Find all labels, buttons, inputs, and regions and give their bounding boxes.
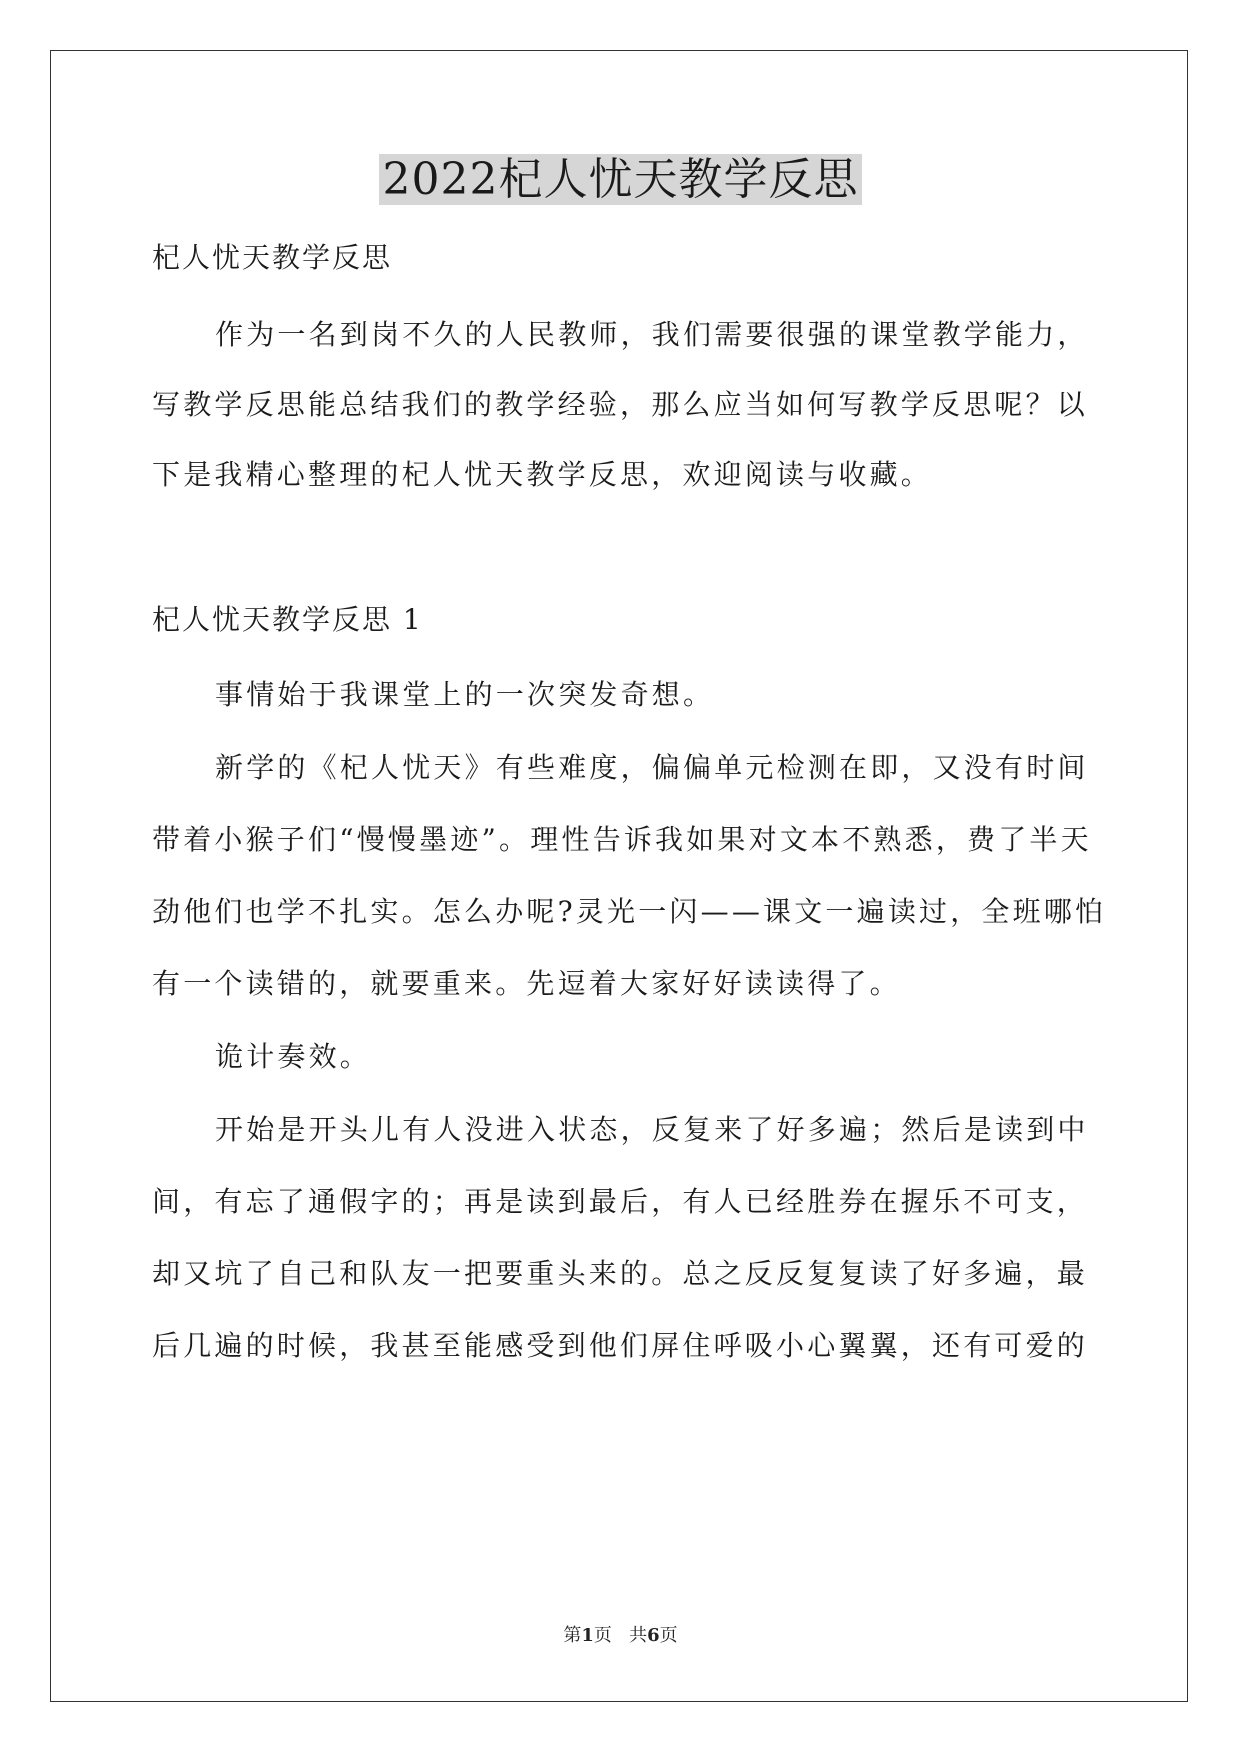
current-page-number: 1 xyxy=(581,1625,594,1646)
paragraph-line: 劲他们也学不扎实。怎么办呢?灵光一闪——课文一遍读过，全班哪怕 xyxy=(152,895,1107,928)
intro-line: 下是我精心整理的杞人忧天教学反思，欢迎阅读与收藏。 xyxy=(152,458,933,491)
document-title-block xyxy=(0,150,1241,210)
footer-total-suffix: 页 xyxy=(659,1625,678,1646)
paragraph-line: 却又坑了自己和队友一把要重头来的。总之反反复复读了好多遍，最 xyxy=(152,1257,1089,1290)
total-page-count: 6 xyxy=(647,1625,660,1646)
document-title: 2022杞人忧天教学反思 xyxy=(379,154,863,205)
section-heading: 杞人忧天教学反思 1 xyxy=(152,603,423,636)
page-border xyxy=(50,50,1188,1702)
intro-line: 写教学反思能总结我们的教学经验，那么应当如何写教学反思呢？以 xyxy=(152,388,1089,421)
intro-line: 作为一名到岗不久的人民教师，我们需要很强的课堂教学能力， xyxy=(215,318,1089,351)
paragraph-line: 带着小猴子们“慢慢墨迹”。理性告诉我如果对文本不熟悉，费了半天 xyxy=(152,823,1092,856)
paragraph-line: 有一个读错的，就要重来。先逗着大家好好读读得了。 xyxy=(152,967,901,1000)
paragraph-line: 开始是开头儿有人没进入状态，反复来了好多遍；然后是读到中 xyxy=(215,1113,1089,1146)
paragraph-line: 事情始于我课堂上的一次突发奇想。 xyxy=(215,678,715,711)
document-subtitle: 杞人忧天教学反思 xyxy=(152,241,393,274)
footer-total-prefix: 共 xyxy=(629,1625,648,1646)
paragraph-line: 诡计奏效。 xyxy=(215,1040,372,1073)
paragraph-line: 后几遍的时候，我甚至能感受到他们屏住呼吸小心翼翼，还有可爱的 xyxy=(152,1329,1089,1362)
paragraph-line: 间，有忘了通假字的；再是读到最后，有人已经胜券在握乐不可支， xyxy=(152,1185,1089,1218)
paragraph-line: 新学的《杞人忧天》有些难度，偏偏单元检测在即，又没有时间 xyxy=(215,751,1089,784)
footer-page-suffix: 页 xyxy=(593,1625,612,1646)
footer-prefix: 第 xyxy=(563,1625,582,1646)
page-footer xyxy=(0,1624,1241,1648)
